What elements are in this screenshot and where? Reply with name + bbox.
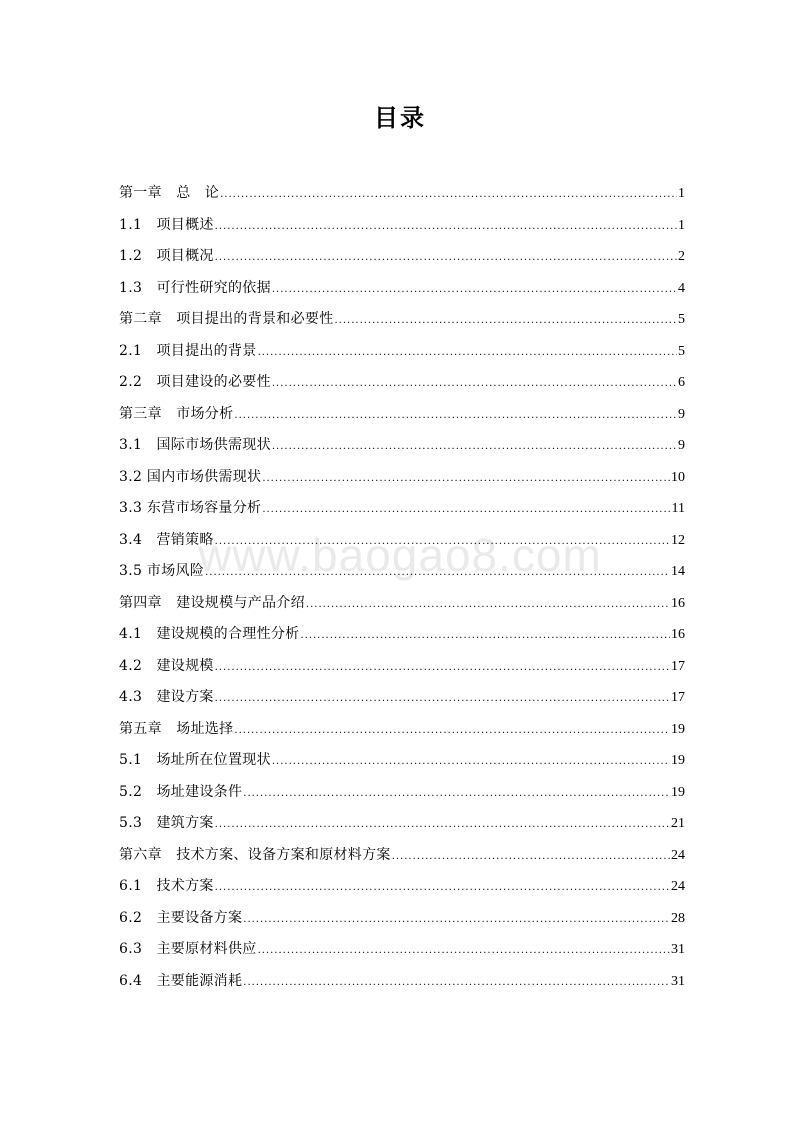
toc-section-entry[interactable] (119, 462, 685, 494)
toc-chapter-entry[interactable] (119, 588, 685, 620)
toc-leader-dots (272, 746, 670, 778)
toc-entry-page-number: 17 (671, 690, 685, 705)
toc-entry-page-number: 24 (671, 847, 685, 863)
toc-section-entry[interactable] (119, 651, 685, 683)
toc-leader-dots (258, 935, 670, 967)
toc-chapter-entry[interactable] (119, 714, 685, 746)
toc-entry-page-number: 11 (671, 501, 685, 516)
toc-entry-label: 1.3 可行性研究的依据 (119, 279, 271, 296)
toc-leader-dots (258, 337, 677, 369)
toc-entry-page-number: 31 (671, 942, 685, 957)
toc-leader-dots (243, 778, 670, 810)
toc-entry-label: 2.2 项目建设的必要性 (119, 374, 271, 390)
toc-entry-page-number: 17 (671, 658, 685, 674)
toc-entry-page-number: 9 (678, 406, 685, 422)
toc-leader-dots (272, 274, 677, 306)
toc-entry-page-number: 1 (678, 186, 685, 201)
toc-section-entry[interactable] (119, 934, 685, 966)
toc-section-entry[interactable] (119, 777, 685, 809)
toc-entry-label: 3.3 东营市场容量分析 (119, 500, 262, 516)
toc-leader-dots (234, 715, 670, 747)
toc-leader-dots (234, 400, 677, 432)
toc-chapter-entry[interactable] (119, 840, 685, 872)
toc-leader-dots (392, 841, 670, 873)
toc-leader-dots (215, 526, 670, 558)
toc-section-entry[interactable] (119, 430, 685, 462)
toc-section-entry[interactable] (119, 903, 685, 935)
toc-entry-label: 3.1 国际市场供需现状 (119, 437, 271, 453)
toc-section-entry[interactable] (119, 336, 685, 368)
toc-section-entry[interactable] (119, 367, 685, 399)
toc-entry-label: 第三章 市场分析 (119, 405, 234, 422)
toc-entry-page-number: 1 (678, 217, 685, 233)
toc-entry-page-number: 9 (678, 438, 685, 453)
toc-leader-dots (215, 211, 677, 243)
toc-entry-page-number: 16 (671, 627, 685, 642)
toc-leader-dots (243, 904, 670, 936)
toc-entry-label: 6.2 主要设备方案 (119, 909, 243, 926)
toc-section-entry[interactable] (119, 808, 685, 840)
toc-entry-label: 第五章 场址选择 (119, 720, 234, 737)
toc-entry-label: 1.2 项目概况 (119, 248, 214, 264)
toc-section-entry[interactable] (119, 745, 685, 777)
toc-leader-dots (300, 620, 670, 652)
toc-section-entry[interactable] (119, 273, 685, 305)
toc-entry-label: 2.1 项目提出的背景 (119, 342, 257, 359)
toc-entry-label: 6.3 主要原材料供应 (119, 941, 257, 957)
toc-entry-page-number: 2 (678, 249, 685, 264)
toc-entry-label: 第六章 技术方案、设备方案和原材料方案 (119, 846, 391, 863)
toc-entry-page-number: 16 (671, 595, 685, 611)
toc-leader-dots (205, 557, 670, 589)
toc-chapter-entry[interactable] (119, 399, 685, 431)
toc-entry-label: 5.1 场址所在位置现状 (119, 752, 271, 768)
toc-entry-page-number: 19 (671, 784, 685, 800)
toc-entry-label: 3.4 营销策略 (119, 531, 214, 548)
toc-entry-label: 第四章 建设规模与产品介绍 (119, 594, 305, 611)
toc-section-entry[interactable] (119, 966, 685, 998)
toc-leader-dots (243, 967, 670, 999)
toc-entry-page-number: 14 (671, 564, 685, 579)
toc-section-entry[interactable] (119, 210, 685, 242)
watermark: www.baogao8.com (198, 529, 602, 581)
toc-section-entry[interactable] (119, 556, 685, 588)
toc-entry-label: 5.2 场址建设条件 (119, 783, 243, 800)
toc-entry-page-number: 6 (678, 375, 685, 390)
toc-entry-label: 4.1 建设规模的合理性分析 (119, 626, 300, 642)
toc-entry-label: 3.5 市场风险 (119, 563, 205, 579)
toc-leader-dots (215, 242, 677, 274)
toc-leader-dots (306, 589, 670, 621)
toc-leader-dots (272, 368, 677, 400)
toc-section-entry[interactable] (119, 493, 685, 525)
toc-entry-page-number: 5 (678, 312, 685, 327)
toc-entry-page-number: 12 (671, 532, 685, 548)
toc-entry-label: 1.1 项目概述 (119, 216, 214, 233)
toc-leader-dots (215, 809, 670, 841)
toc-leader-dots (215, 872, 670, 904)
toc-section-entry[interactable] (119, 619, 685, 651)
toc-entry-page-number: 4 (678, 280, 685, 296)
toc-entry-label: 4.2 建设规模 (119, 657, 214, 674)
toc-entry-label: 第一章 总 论 (119, 185, 220, 201)
toc-entry-page-number: 5 (678, 343, 685, 359)
toc-entry-page-number: 19 (671, 721, 685, 737)
toc-entry-label: 6.4 主要能源消耗 (119, 972, 243, 989)
toc-entry-label: 5.3 建筑方案 (119, 815, 214, 831)
toc-chapter-entry[interactable] (119, 304, 685, 336)
toc-entry-label: 6.1 技术方案 (119, 878, 214, 894)
toc-entry-page-number: 21 (671, 816, 685, 831)
toc-section-entry[interactable] (119, 682, 685, 714)
page-title: 目录 (374, 104, 426, 132)
toc-leader-dots (215, 683, 670, 715)
toc-leader-dots (335, 305, 678, 337)
table-of-contents (119, 178, 685, 997)
toc-chapter-entry[interactable] (119, 178, 685, 210)
toc-entry-page-number: 28 (671, 910, 685, 926)
toc-entry-label: 第二章 项目提出的背景和必要性 (119, 311, 334, 327)
toc-leader-dots (220, 179, 677, 211)
toc-entry-label: 3.2 国内市场供需现状 (119, 468, 262, 485)
toc-entry-page-number: 31 (671, 973, 685, 989)
toc-entry-page-number: 24 (671, 879, 685, 894)
toc-leader-dots (262, 494, 670, 526)
toc-section-entry[interactable] (119, 525, 685, 557)
toc-leader-dots (215, 652, 670, 684)
toc-section-entry[interactable] (119, 241, 685, 273)
toc-entry-page-number: 19 (671, 753, 685, 768)
toc-entry-label: 4.3 建设方案 (119, 689, 214, 705)
toc-entry-page-number: 10 (671, 469, 685, 485)
toc-section-entry[interactable] (119, 871, 685, 903)
toc-leader-dots (262, 463, 670, 495)
toc-leader-dots (272, 431, 677, 463)
